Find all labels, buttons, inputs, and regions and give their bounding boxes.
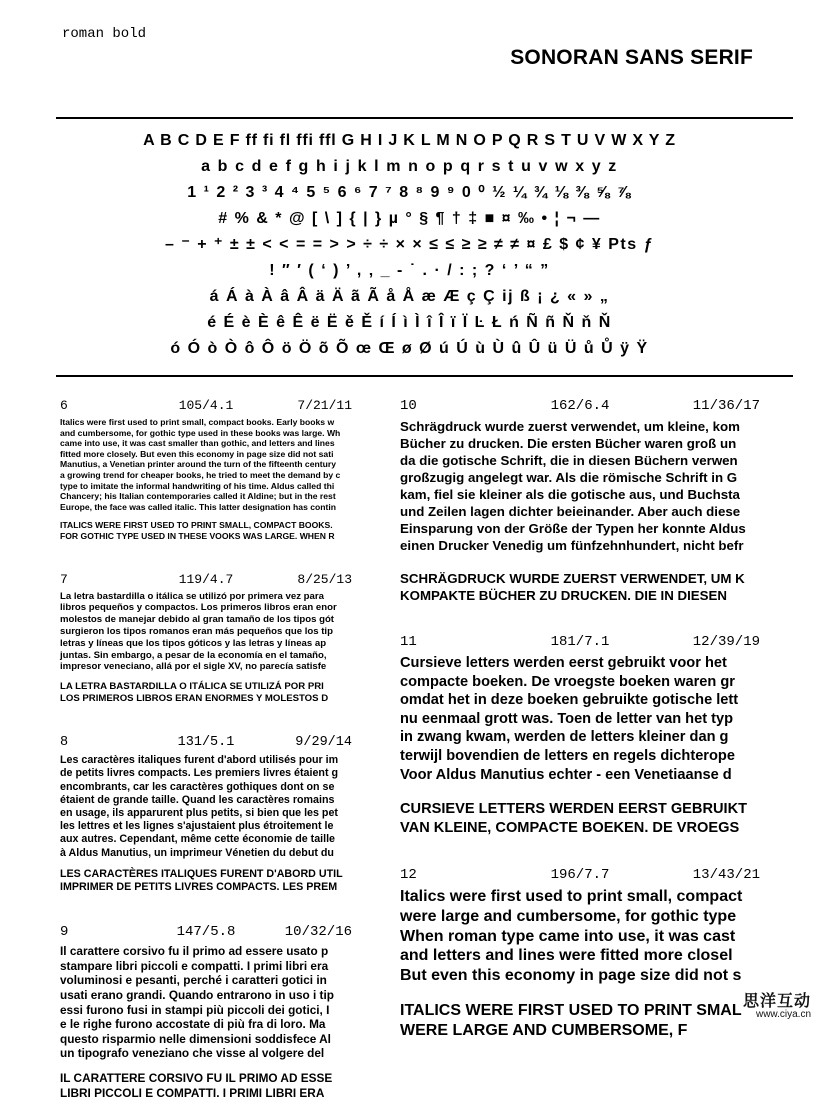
sample-text-line: La letra bastardilla o itálica se utilizó por primera vez para bbox=[60, 590, 324, 602]
sample-text-line: Italics were first used to print small, compact bbox=[400, 888, 743, 906]
text-sample bbox=[400, 867, 760, 1040]
sample-date: 9/29/14 bbox=[295, 734, 352, 750]
sample-text-line: en usage, ils apparurent plus petits, si bien que les pet bbox=[60, 807, 338, 820]
sample-text-line: und Zeilen lagen dichter beieinander. Aber auch diese bbox=[400, 504, 741, 519]
sample-caps-line: SCHRÄGDRUCK WURDE ZUERST VERWENDET, UM K bbox=[400, 571, 745, 586]
watermark-text: 思洋互动 bbox=[742, 993, 811, 1010]
sample-text-line: libros pequeños y compactos. Los primeros libros eran enor bbox=[60, 602, 337, 614]
sample-size: 7 bbox=[60, 571, 68, 587]
sample-text-line: When roman type came into use, it was cast bbox=[400, 927, 736, 945]
sample-text-line: Italics were first used to print small, compact books. Early books w bbox=[60, 417, 335, 427]
sample-text-line: came into use, it was cast smaller than gothic, and letters and lines bbox=[60, 438, 335, 449]
sample-text-line: type to imitate the informal handwriting of his time. Aldus called thi bbox=[60, 480, 335, 491]
sample-date: 12/39/19 bbox=[692, 634, 760, 650]
charset-line: ! ″ ′ ( ‘ ) ’ , ‚ _ - ˙ . · / : ; ? ‘ ’ “ ” bbox=[269, 262, 550, 279]
style-name: roman bold bbox=[62, 26, 147, 42]
sample-text-line: a growing trend for cheaper books, he tried to meet the demand by c bbox=[60, 469, 341, 480]
sample-size: 11 bbox=[400, 634, 417, 650]
sample-size: 6 bbox=[60, 398, 68, 413]
sample-ratio: 162/6.4 bbox=[550, 398, 610, 414]
right-column bbox=[400, 398, 760, 1039]
charset-line: A B C D E F ff fi fl ffi ffl G H I J K L M N O P Q R S T U V W X Y Z bbox=[143, 132, 676, 149]
text-sample bbox=[60, 735, 352, 895]
sample-text-line: omdat het in deze boeken gebruikte gotische lett bbox=[400, 692, 739, 709]
sample-size: 8 bbox=[60, 734, 69, 750]
sample-text-line: But even this economy in page size did not s bbox=[400, 966, 742, 984]
charset-line: a b c d e f g h i j k l m n o p q r s t u v w x y z bbox=[201, 158, 618, 175]
charset-line: ó Ó ò Ò ô Ô ö Ö õ Õ œ Œ ø Ø ú Ú ù Ù û Û ü Ü ů Ů ÿ Ÿ bbox=[170, 340, 649, 357]
sample-text-line: in zwang kwam, werden de letters kleiner dan g bbox=[400, 729, 729, 746]
text-sample bbox=[60, 398, 352, 542]
sample-caps-line: FOR GOTHIC TYPE USED IN THESE VOOKS WAS LARGE. WHEN R bbox=[60, 530, 335, 541]
charset-line: 1 ¹ 2 ² 3 ³ 4 ⁴ 5 ⁵ 6 ⁶ 7 ⁷ 8 ⁸ 9 ⁹ 0 ⁰ ½ ¼ ¾ ⅛ ⅜ ⅝ ⅞ bbox=[187, 184, 632, 201]
text-sample bbox=[400, 398, 760, 604]
sample-header bbox=[400, 398, 760, 418]
sample-caps-line: IL CARATTERE CORSIVO FU IL PRIMO AD ESSE bbox=[60, 1070, 333, 1085]
sample-caps-line: WERE LARGE AND CUMBERSOME, F bbox=[400, 1021, 688, 1039]
sample-ratio: 196/7.7 bbox=[550, 867, 610, 884]
sample-text-line: molestos de manejar debido al gran tamaño de los tipos gót bbox=[60, 614, 335, 626]
text-sample bbox=[60, 572, 352, 705]
sample-text-line: aux autres. Cependant, même cette économie de taille bbox=[60, 833, 335, 846]
sample-text-line: Europe, the face was called italic. This latter designation has contin bbox=[60, 501, 337, 512]
sample-caps-line: LIBRI PICCOLI E COMPATTI. I PRIMI LIBRI ERA bbox=[60, 1085, 325, 1100]
sample-caps-line: CURSIEVE LETTERS WERDEN EERST GEBRUIKT bbox=[400, 801, 748, 818]
sample-text-line: were large and cumbersome, for gothic type bbox=[400, 907, 737, 925]
top-rule bbox=[56, 117, 793, 119]
sample-date: 8/25/13 bbox=[297, 571, 352, 587]
sample-text-line: les lettres et les lignes s'ajustaient plus étroitement le bbox=[60, 820, 334, 833]
sample-header bbox=[60, 572, 352, 591]
sample-caps-line: LA LETRA BASTARDILLA O ITÁLICA SE UTILIZÁ POR PRI bbox=[60, 681, 324, 693]
left-column bbox=[60, 398, 352, 1100]
sample-ratio: 119/4.7 bbox=[178, 571, 234, 587]
sample-text-line: Einsparung von der Größe der Typen her konnte Aldus bbox=[400, 521, 746, 536]
middle-rule bbox=[56, 375, 793, 377]
sample-text-line: essi furono fusi in stampi più piccoli dei gotici, I bbox=[60, 1002, 330, 1017]
sample-text-line: un tipografo veneziano che visse al volgere del bbox=[60, 1046, 325, 1061]
sample-text-line: and cumbersome, for gothic type used in these books was large. Wh bbox=[60, 427, 341, 438]
watermark-url: www.ciya.cn bbox=[755, 1009, 811, 1020]
sample-header bbox=[60, 735, 352, 755]
sample-text-line: impresor veneciano, allá por el sigle XV, no parecía satisfe bbox=[60, 661, 327, 673]
sample-text-line: nu eenmaal grott was. Toen de letter van het typ bbox=[400, 710, 734, 727]
sample-size: 10 bbox=[400, 398, 417, 414]
sample-text-line: à Aldus Manutius, un imprimeur Vénetien du debut du bbox=[60, 846, 334, 859]
sample-caps-line: LES CARACTÈRES ITALIQUES FURENT D'ABORD UTIL bbox=[60, 867, 343, 880]
charset-line: é É è È ê Ê ë Ë ě Ě í Í ì Ì î Î ï Ï Ŀ Ł ń Ñ ñ Ň ň Ň bbox=[207, 314, 612, 331]
sample-text-line: juntas. Sin embargo, a pesar de la economía en el tamaño, bbox=[60, 649, 327, 661]
sample-text-line: surgieron los tipos romanos eran más pequeños que los tip bbox=[60, 625, 333, 637]
sample-ratio: 131/5.1 bbox=[177, 734, 235, 750]
sample-text-line: compacte boeken. De vroegste boeken waren gr bbox=[400, 673, 735, 690]
sample-text-line: encombrants, car les caractères gothiques dont on se bbox=[60, 780, 335, 793]
sample-ratio: 105/4.1 bbox=[178, 398, 234, 413]
sample-text-line: Manutius, a Venetian printer around the turn of the fifteenth century bbox=[60, 459, 336, 470]
sample-text-line: einen Drucker Venedig um fünfzehnhundert, nicht befr bbox=[400, 538, 744, 553]
sample-text-line: terwijl bovendien de letters en regels dichterope bbox=[400, 747, 735, 764]
sample-text-line: voluminosi e pesanti, perché i caratteri gotici in bbox=[60, 973, 327, 988]
sample-date: 7/21/11 bbox=[297, 398, 352, 413]
sample-ratio: 181/7.1 bbox=[550, 634, 610, 650]
sample-text-line: kam, fiel sie kleiner als die gotische aus, und Buchsta bbox=[400, 487, 740, 502]
sample-text-line: Il carattere corsivo fu il primo ad essere usato p bbox=[60, 944, 329, 959]
sample-text-line: Chancery; his Italian contemporaries called it Aldine; but in the rest bbox=[60, 491, 336, 502]
sample-date: 10/32/16 bbox=[284, 924, 352, 941]
sample-text-line: étaient de grande taille. Quand les caractères romains bbox=[60, 793, 335, 806]
sample-caps-line: VAN KLEINE, COMPACTE BOEKEN. DE VROEGS bbox=[400, 819, 740, 836]
sample-text-line: Bücher zu drucken. Die ersten Bücher waren groß un bbox=[400, 436, 737, 451]
sample-size: 12 bbox=[400, 867, 417, 884]
sample-header bbox=[400, 867, 760, 887]
sample-caps-line: KOMPAKTE BÜCHER ZU DRUCKEN. DIE IN DIESEN bbox=[400, 588, 728, 603]
charset-line: # % & * @ [ \ ] { | } µ ° § ¶ † ‡ ■ ¤ ‰ • ¦ ¬ — bbox=[218, 210, 601, 227]
sample-text-line: letras y líneas que los tipos góticos y las letras y líneas ap bbox=[60, 637, 327, 649]
sample-header bbox=[60, 924, 352, 944]
font-title: SONORAN SANS SERIF bbox=[510, 46, 753, 69]
sample-text-line: fitted more closely. But even this economy in page size did not sati bbox=[60, 448, 334, 459]
sample-caps-line: LOS PRIMEROS LIBROS ERAN ENORMES Y MOLESTOS D bbox=[60, 692, 329, 704]
sample-caps-line: ITALICS WERE FIRST USED TO PRINT SMAL bbox=[400, 1002, 742, 1020]
sample-header bbox=[400, 634, 760, 654]
sample-caps-line: IMPRIMER DE PETITS LIVRES COMPACTS. LES PREM bbox=[60, 881, 338, 894]
sample-header bbox=[60, 398, 352, 417]
sample-text-line: questo risparmio nelle dimensioni soddisfece Al bbox=[60, 1031, 331, 1046]
sample-text-line: Schrägdruck wurde zuerst verwendet, um kleine, kom bbox=[400, 419, 740, 434]
charset-line: – ⁻ + ⁺ ± ± < < = = > > ÷ ÷ × × ≤ ≤ ≥ ≥ ≠ ≠ ¤ £ $ ¢ ¥ Pts ƒ bbox=[165, 236, 654, 253]
sample-text-line: usati erano grandi. Quando entrarono in uso i tip bbox=[60, 988, 334, 1003]
text-sample bbox=[400, 634, 760, 837]
sample-size: 9 bbox=[60, 924, 69, 941]
sample-text-line: da die gotische Schrift, die in diesen Büchern verwen bbox=[400, 453, 738, 468]
text-sample bbox=[60, 924, 352, 1100]
sample-text-line: de petits livres compacts. Les premiers livres étaient g bbox=[60, 767, 338, 780]
character-set bbox=[0, 128, 819, 362]
sample-date: 11/36/17 bbox=[692, 398, 760, 414]
sample-text-line: and letters and lines were fitted more closel bbox=[400, 947, 733, 965]
watermark bbox=[743, 994, 811, 1020]
sample-text-line: Les caractères italiques furent d'abord utilisés pour im bbox=[60, 754, 339, 767]
sample-ratio: 147/5.8 bbox=[176, 924, 236, 941]
sample-text-line: e le righe furono accostate di più fra di loro. Ma bbox=[60, 1017, 326, 1032]
sample-caps-line: ITALICS WERE FIRST USED TO PRINT SMALL, COMPACT BOOKS. bbox=[60, 520, 333, 531]
sample-text-line: großzugig angelegt war. Als die römische Schrift in G bbox=[400, 470, 738, 485]
sample-text-line: Voor Aldus Manutius echter - een Venetiaanse d bbox=[400, 766, 732, 783]
sample-date: 13/43/21 bbox=[692, 867, 760, 884]
charset-line: á Á à À â Â ä Ä ã Ã å Å æ Æ ç Ç ij ß ¡ ¿ « » „ bbox=[209, 288, 610, 305]
sample-text-line: stampare libri piccoli e compatti. I primi libri era bbox=[60, 958, 329, 973]
sample-text-line: Cursieve letters werden eerst gebruikt voor het bbox=[400, 655, 727, 671]
